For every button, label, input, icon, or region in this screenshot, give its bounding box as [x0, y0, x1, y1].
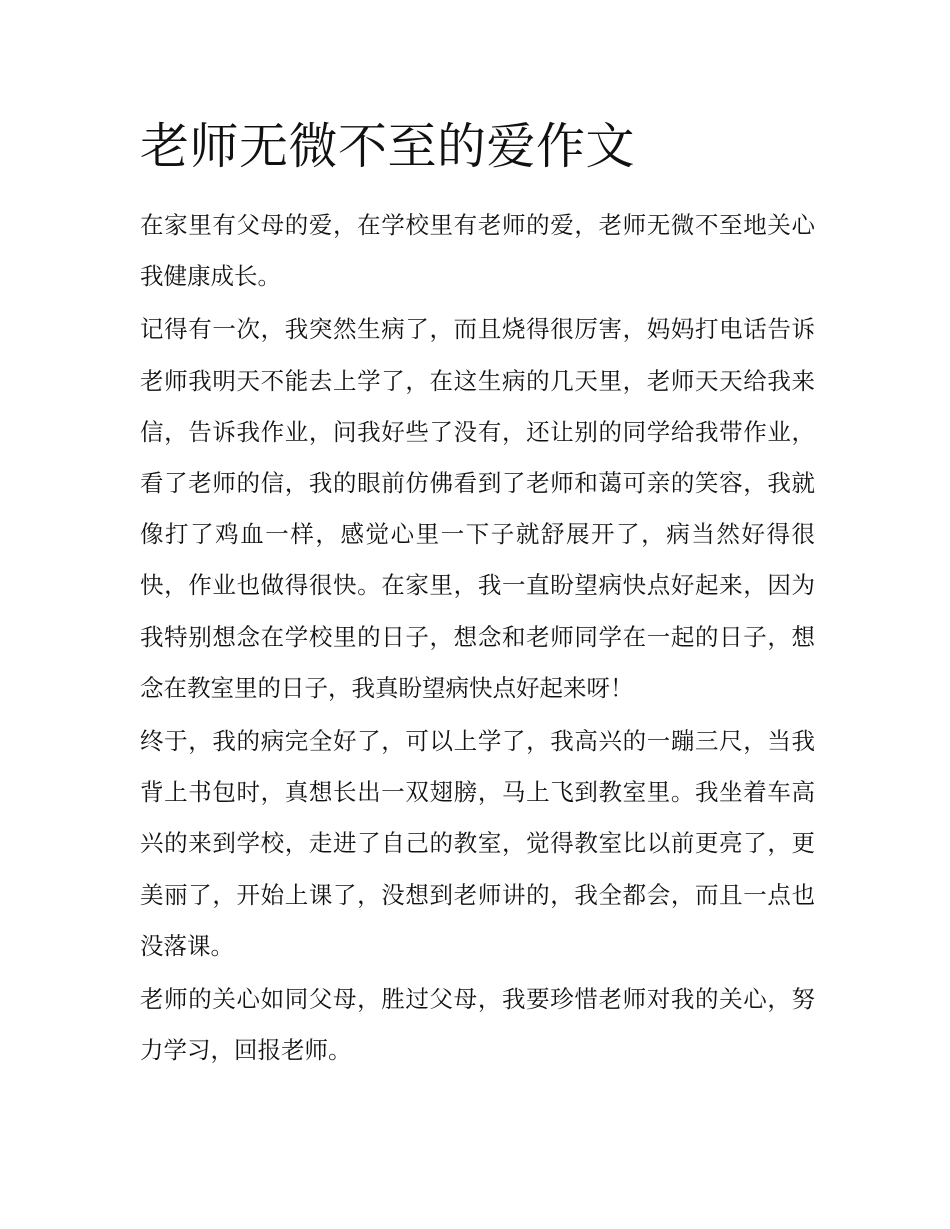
- document-body: [140, 200, 815, 1076]
- paragraph-4: 老师的关心如同父母，胜过父母，我要珍惜老师对我的关心，努力学习，回报老师。: [140, 985, 815, 1065]
- document-title: 老师无微不至的爱作文: [140, 118, 636, 175]
- paragraph-3: 终于，我的病完全好了，可以上学了，我高兴的一蹦三尺，当我背上书包时，真想长出一双翅膀，马上飞到教室里。我坐着车高兴的来到学校，走进了自己的教室，觉得教室比以前更亮了，更美丽了，开始上课了，没想到老师讲的，我全都会，而且一点也没落课。: [140, 727, 815, 960]
- paragraph-1: 在家里有父母的爱，在学校里有老师的爱，老师无微不至地关心我健康成长。: [140, 211, 815, 291]
- document-page: [140, 112, 815, 1078]
- paragraph-2: 记得有一次，我突然生病了，而且烧得很厉害，妈妈打电话告诉老师我明天不能去上学了，在这生病的几天里，老师天天给我来信，告诉我作业，问我好些了没有，还让别的同学给我带作业，看了老师的信，我的眼前仿佛看到了老师和蔼可亲的笑容，我就像打了鸡血一样，感觉心里一下子就舒展开了，病当然好得很快，作业也做得很快。在家里，我一直盼望病快点好起来，因为我特别想念在学校里的日子，想念和老师同学在一起的日子，想念在教室里的日子，我真盼望病快点好起来呀！: [140, 315, 815, 702]
